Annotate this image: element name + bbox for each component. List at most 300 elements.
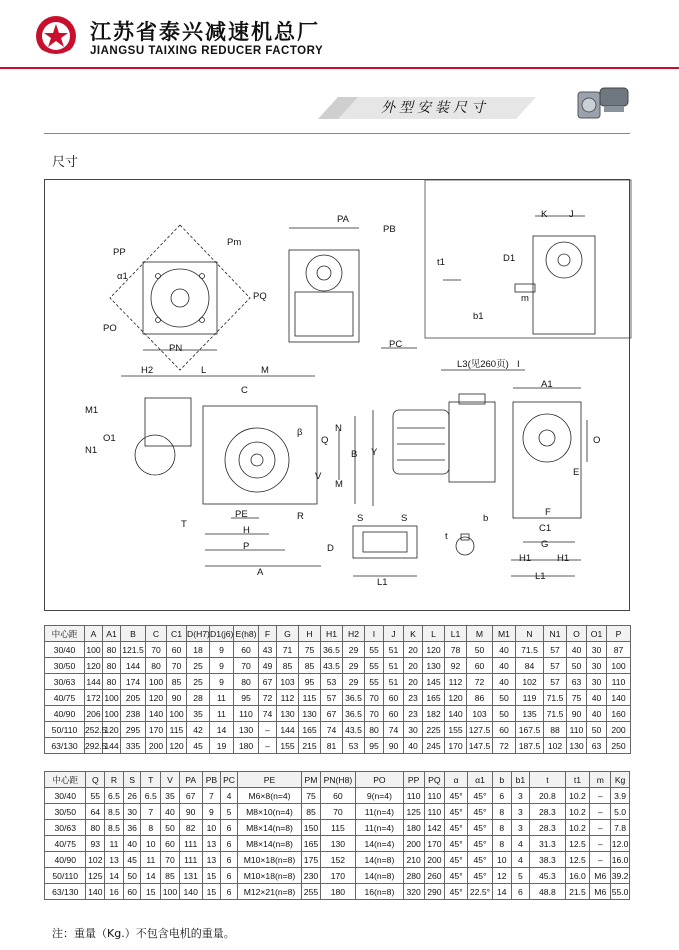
table-cell: 86 [467, 690, 493, 706]
table-cell: 39.2 [611, 868, 630, 884]
table-cell: M8×14(n=8) [237, 836, 301, 852]
label-F: F [545, 507, 551, 518]
table-header-cell: A [85, 626, 103, 642]
table-cell: 30/63 [45, 820, 86, 836]
table-cell: 50 [161, 820, 180, 836]
table-cell: 81 [321, 738, 343, 754]
table-cell: 75 [302, 788, 321, 804]
table-cell: 144 [277, 722, 299, 738]
table-header-cell: 中心距 [45, 626, 85, 642]
table-cell: M12×21(n=8) [237, 884, 301, 900]
table-row [45, 690, 631, 706]
table-cell: 85 [161, 868, 180, 884]
table-header-cell: J [384, 626, 404, 642]
table-cell: 10.2 [565, 820, 590, 836]
table-cell: 20 [404, 642, 423, 658]
table-cell: 45° [445, 836, 468, 852]
table-cell: 130 [567, 738, 587, 754]
table-cell: 45° [468, 852, 493, 868]
table-cell: 36.5 [321, 642, 343, 658]
table-cell: 45° [468, 868, 493, 884]
table-cell: 40 [404, 738, 423, 754]
table-cell: 87 [607, 642, 631, 658]
table-header-cell: PC [221, 772, 238, 788]
table-cell: 95 [234, 690, 259, 706]
table-cell: 36.5 [343, 706, 365, 722]
table-cell: 19 [210, 738, 234, 754]
table-cell: 8 [492, 836, 511, 852]
table-cell: 165 [423, 690, 445, 706]
table-cell: 85 [302, 804, 321, 820]
table-cell: 115 [167, 722, 187, 738]
label-S-right: S [401, 513, 408, 524]
table-cell: 60 [384, 706, 404, 722]
table-cell: 55 [86, 788, 105, 804]
table-cell: 85 [277, 658, 299, 674]
table-cell: 100 [607, 658, 631, 674]
table-cell: 29 [343, 658, 365, 674]
table-cell: 170 [424, 836, 445, 852]
label-m: m [521, 293, 529, 304]
table-cell: 115 [299, 690, 321, 706]
table-cell: 8 [141, 820, 161, 836]
table-cell: 160 [607, 706, 631, 722]
table-cell: 102 [516, 674, 544, 690]
table-cell: 4 [511, 836, 530, 852]
table-cell: 45° [468, 836, 493, 852]
table-header-cell: F [259, 626, 277, 642]
table-cell: 165 [302, 836, 321, 852]
table-cell: 100 [146, 674, 167, 690]
table-cell: 63/130 [45, 738, 85, 754]
table-cell: 50 [493, 690, 516, 706]
table-cell: 50/110 [45, 868, 86, 884]
table-cell: 40 [493, 658, 516, 674]
table-header-cell: V [161, 772, 180, 788]
table-cell: 93 [86, 836, 105, 852]
table-cell: 63 [587, 738, 607, 754]
table-cell: 40 [493, 642, 516, 658]
table-cell: 12.5 [565, 852, 590, 868]
label-L1: L1 [377, 577, 388, 588]
table-cell: 110 [403, 788, 424, 804]
table-cell: 127.5 [467, 722, 493, 738]
table-header-cell: N1 [544, 626, 567, 642]
label-K: K [541, 209, 548, 220]
table-header-cell: PQ [424, 772, 445, 788]
table-cell: 16.0 [565, 868, 590, 884]
table-cell: 90 [167, 690, 187, 706]
table-cell: 70 [161, 852, 180, 868]
table-cell: 100 [103, 706, 121, 722]
label-A1: A1 [541, 379, 553, 390]
table-cell: M10×18(n=8) [237, 852, 301, 868]
table-header-cell: PM [302, 772, 321, 788]
table-cell: 103 [467, 706, 493, 722]
section-banner: 外型安装尺寸 [381, 100, 489, 116]
table-cell: 111 [179, 836, 202, 852]
label-L1-right: L1 [535, 571, 546, 582]
table-cell: 145 [423, 674, 445, 690]
table-cell: 120 [85, 658, 103, 674]
table-cell: 121.5 [121, 642, 146, 658]
table-cell: M6×8(n=4) [237, 788, 301, 804]
table-cell: 295 [121, 722, 146, 738]
table-cell: 14(n=8) [356, 852, 404, 868]
table-cell: 3 [511, 804, 530, 820]
table-cell: 9 [210, 642, 234, 658]
table-cell: 187.5 [516, 738, 544, 754]
table-header-cell: O [567, 626, 587, 642]
table-row [45, 804, 630, 820]
table-cell: 60 [493, 722, 516, 738]
table-cell: 80 [146, 658, 167, 674]
table-cell: 205 [121, 690, 146, 706]
table-cell: 45° [445, 788, 468, 804]
table-header-cell: t1 [565, 772, 590, 788]
table-cell: 45° [445, 820, 468, 836]
table-cell: 170 [320, 868, 355, 884]
table-cell: 40/90 [45, 852, 86, 868]
table-cell: 16(n=8) [356, 884, 404, 900]
table-cell: 74 [321, 722, 343, 738]
label-Q: Q [321, 435, 329, 446]
table-cell: 30 [404, 722, 423, 738]
table-header-cell: Kg [611, 772, 630, 788]
label-t: t [445, 531, 448, 542]
table-cell: 119 [516, 690, 544, 706]
table-cell: 170 [445, 738, 467, 754]
table-cell: 55 [365, 658, 384, 674]
table-cell: 130 [277, 706, 299, 722]
table-cell: 152 [320, 852, 355, 868]
table-cell: 260 [424, 868, 445, 884]
table-cell: 155 [277, 738, 299, 754]
table-cell: 14 [105, 868, 124, 884]
table-cell: 80 [365, 722, 384, 738]
table-cell: 50 [493, 706, 516, 722]
table-cell: 88 [544, 722, 567, 738]
table-cell: 53 [321, 674, 343, 690]
table-cell: 40 [587, 706, 607, 722]
table-header-row [45, 772, 630, 788]
table-cell: 60 [167, 642, 187, 658]
table-cell: 147.5 [467, 738, 493, 754]
table-cell: 95 [299, 674, 321, 690]
table-cell: – [259, 722, 277, 738]
table-cell: 155 [445, 722, 467, 738]
table-header-cell: H [299, 626, 321, 642]
table-cell: 172 [85, 690, 103, 706]
table-cell: 8 [492, 804, 511, 820]
table-header-cell: Q [86, 772, 105, 788]
table-row [45, 674, 631, 690]
label-b: b [483, 513, 489, 524]
table-cell: 78 [445, 642, 467, 658]
table-cell: 60 [320, 788, 355, 804]
table-cell: 7 [202, 788, 221, 804]
table-cell: M6 [590, 868, 611, 884]
label-N1: N1 [85, 445, 98, 456]
table-header-cell: E(h8) [234, 626, 259, 642]
table-header-cell: T [141, 772, 161, 788]
table-cell: 6 [221, 836, 238, 852]
table-cell: 55 [365, 674, 384, 690]
label-C1: C1 [539, 523, 552, 534]
table-cell: 120 [146, 690, 167, 706]
table-cell: 10 [202, 820, 221, 836]
table-header-cell: C1 [167, 626, 187, 642]
table-cell: 70 [320, 804, 355, 820]
table-header-cell: α1 [468, 772, 493, 788]
label-E: E [573, 467, 580, 478]
table-cell: 60 [384, 690, 404, 706]
table-cell: 13 [202, 836, 221, 852]
label-C: C [241, 385, 248, 396]
table-cell: 6 [221, 884, 238, 900]
table-cell: 35 [187, 706, 210, 722]
table-cell: 70 [365, 706, 384, 722]
table-header-cell: PP [403, 772, 424, 788]
table-cell: 110 [607, 674, 631, 690]
table-cell: 3 [511, 788, 530, 804]
table-header-cell: b1 [511, 772, 530, 788]
table-cell: 45 [187, 738, 210, 754]
table-cell: 10 [141, 836, 161, 852]
label-O: O [593, 435, 601, 446]
table-cell: 6 [492, 788, 511, 804]
table-cell: 14(n=4) [356, 836, 404, 852]
table-cell: 51 [384, 642, 404, 658]
table-cell: 13 [202, 852, 221, 868]
label-PP: PP [113, 247, 126, 258]
table-cell: 40 [123, 836, 141, 852]
table-cell: 84 [516, 658, 544, 674]
table-cell: 16.0 [611, 852, 630, 868]
table-row [45, 788, 630, 804]
table-cell: 45° [445, 868, 468, 884]
dimension-drawing [44, 179, 630, 611]
table-cell: 6 [221, 868, 238, 884]
table-cell: 45 [123, 852, 141, 868]
table-cell: 43.5 [321, 658, 343, 674]
table-cell: 23 [404, 706, 423, 722]
table-cell: 71 [277, 642, 299, 658]
table-cell: 53 [343, 738, 365, 754]
table-cell: 120 [167, 738, 187, 754]
label-I: I [517, 359, 520, 370]
table-cell: 5 [511, 868, 530, 884]
table-cell: 238 [121, 706, 146, 722]
table-cell: 57 [544, 674, 567, 690]
table-cell: 112 [277, 690, 299, 706]
table-cell: 144 [85, 674, 103, 690]
table-cell: 45° [445, 852, 468, 868]
label-O1: O1 [103, 433, 116, 444]
table-cell: 85 [167, 674, 187, 690]
table-cell: 8.5 [105, 820, 124, 836]
table-header-cell: M1 [493, 626, 516, 642]
table-cell: 30 [587, 658, 607, 674]
table-row [45, 738, 631, 754]
table-cell: 64 [86, 804, 105, 820]
table-cell: 5 [221, 804, 238, 820]
label-R: R [297, 511, 304, 522]
table-cell: 130 [423, 658, 445, 674]
table-cell: 110 [424, 788, 445, 804]
label-A: A [257, 567, 264, 578]
table-cell: 45.3 [530, 868, 565, 884]
table-cell: 30 [587, 642, 607, 658]
table-cell: 72 [467, 674, 493, 690]
table-cell: 165 [299, 722, 321, 738]
table-cell: 90 [567, 706, 587, 722]
table-cell: 30/50 [45, 658, 85, 674]
label-L3: L3(见260页) [457, 359, 509, 370]
table-cell: 28 [187, 690, 210, 706]
table-cell: 100 [103, 690, 121, 706]
table-cell: 74 [259, 706, 277, 722]
table-header-cell: M [467, 626, 493, 642]
table-header-cell: PA [179, 772, 202, 788]
table-cell: – [590, 852, 611, 868]
label-PB: PB [383, 224, 396, 235]
table-cell: 14(n=8) [356, 868, 404, 884]
table-cell: 4 [511, 852, 530, 868]
table-cell: 71.5 [544, 690, 567, 706]
table-cell: 175 [302, 852, 321, 868]
table-cell: 50 [587, 722, 607, 738]
table-cell: 50 [467, 642, 493, 658]
table-cell: 50 [567, 658, 587, 674]
table-cell: 9 [210, 658, 234, 674]
table-cell: 290 [424, 884, 445, 900]
table-header-cell: P [607, 626, 631, 642]
table-cell: 85 [299, 658, 321, 674]
table-cell: 140 [86, 884, 105, 900]
table-cell: 22.5° [468, 884, 493, 900]
table-cell: 95 [365, 738, 384, 754]
table-cell: 11 [105, 836, 124, 852]
table-cell: 100 [167, 706, 187, 722]
table-cell: 5.0 [611, 804, 630, 820]
table-cell: 9(n=4) [356, 788, 404, 804]
table-cell: 29 [343, 674, 365, 690]
table-cell: 255 [302, 884, 321, 900]
table-cell: 50/110 [45, 722, 85, 738]
table-cell: 45° [468, 804, 493, 820]
table-cell: 60 [234, 642, 259, 658]
table-cell: 150 [302, 820, 321, 836]
table-cell: 11 [210, 706, 234, 722]
table-cell: 10.2 [565, 788, 590, 804]
company-name-en: JIANGSU TAIXING REDUCER FACTORY [90, 45, 324, 57]
table-header-cell: D1(j6) [210, 626, 234, 642]
table-row [45, 868, 630, 884]
table-cell: 9 [210, 674, 234, 690]
table-cell: 36 [123, 820, 141, 836]
label-Y: Y [371, 447, 378, 458]
table-cell: 67 [321, 706, 343, 722]
table-cell: 90 [384, 738, 404, 754]
table-cell: 120 [445, 690, 467, 706]
table-header-cell: b [492, 772, 511, 788]
table-cell: 57 [321, 690, 343, 706]
table-cell: 30 [587, 674, 607, 690]
table-header-cell: C [146, 626, 167, 642]
table-cell: 40/90 [45, 706, 85, 722]
table-header-row [45, 626, 631, 642]
table-header-cell: 中心距 [45, 772, 86, 788]
table-header-cell: PE [237, 772, 301, 788]
table-cell: 55 [365, 642, 384, 658]
table-cell: 70 [167, 658, 187, 674]
label-P: P [243, 541, 250, 552]
table-header-cell: O1 [587, 626, 607, 642]
table-cell: 28.3 [530, 820, 565, 836]
table-cell: 8.5 [105, 804, 124, 820]
label-D1: D1 [503, 253, 516, 264]
table-row [45, 706, 631, 722]
table-cell: 130 [299, 706, 321, 722]
table-cell: 25 [187, 674, 210, 690]
table-cell: 130 [234, 722, 259, 738]
table-cell: 36.5 [343, 690, 365, 706]
table-cell: 250 [607, 738, 631, 754]
table-cell: 320 [403, 884, 424, 900]
table-cell: 8 [492, 820, 511, 836]
table-cell: 15 [141, 884, 161, 900]
table-header-cell: N [516, 626, 544, 642]
label-M-vertical: M [335, 479, 343, 490]
label-PE: PE [235, 509, 248, 520]
table-row [45, 658, 631, 674]
table-cell: 75 [567, 690, 587, 706]
table-cell: 38.3 [530, 852, 565, 868]
table-cell: 40/75 [45, 690, 85, 706]
table-cell: 292.5 [85, 738, 103, 754]
table-cell: M10×18(n=8) [237, 868, 301, 884]
table-cell: 10.2 [565, 804, 590, 820]
section-title: 尺寸 [52, 155, 79, 170]
table-cell: 51 [384, 674, 404, 690]
table-cell: 335 [121, 738, 146, 754]
table-header-cell: m [590, 772, 611, 788]
table-cell: 42 [187, 722, 210, 738]
table-cell: 12.5 [565, 836, 590, 852]
table-cell: – [590, 820, 611, 836]
table-cell: 50 [123, 868, 141, 884]
table-cell: 120 [103, 722, 121, 738]
label-B: B [351, 449, 358, 460]
table-cell: M8×14(n=8) [237, 820, 301, 836]
table-cell: 103 [277, 674, 299, 690]
table-cell: 111 [179, 852, 202, 868]
table-cell: 170 [146, 722, 167, 738]
table-cell: 280 [403, 868, 424, 884]
table-cell: 21.5 [565, 884, 590, 900]
table-cell: 75 [299, 642, 321, 658]
table-cell: 67 [179, 788, 202, 804]
table-cell: 80 [103, 658, 121, 674]
table-cell: 102 [544, 738, 567, 754]
table-cell: 180 [234, 738, 259, 754]
table-row [45, 884, 630, 900]
label-S-left: S [357, 513, 364, 524]
table-cell: 11 [210, 690, 234, 706]
table-header-cell: L [423, 626, 445, 642]
table-header-cell: D(H7) [187, 626, 210, 642]
